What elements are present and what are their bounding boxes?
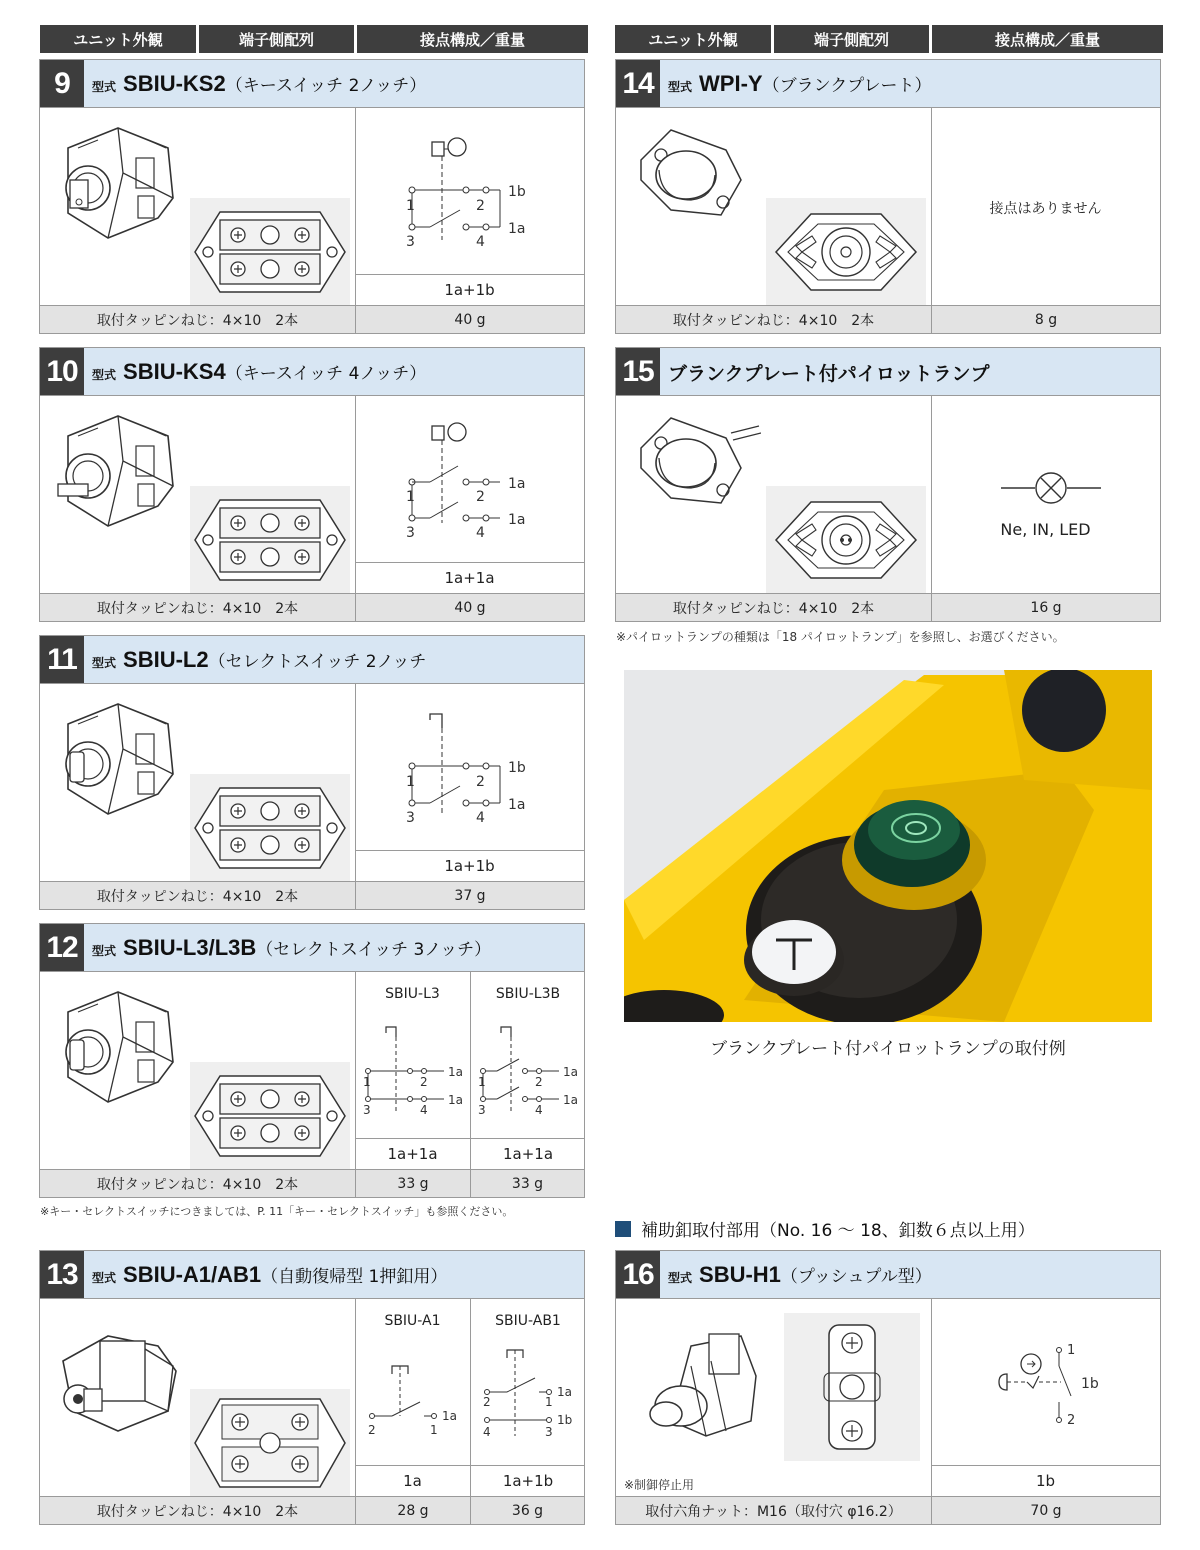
svg-text:3: 3	[406, 810, 415, 826]
header-contact: 接点構成／重量	[357, 25, 588, 53]
svg-text:1b: 1b	[508, 184, 526, 200]
svg-text:1a: 1a	[448, 1093, 463, 1107]
header-appearance: ユニット外観	[40, 25, 196, 53]
svg-text:1a: 1a	[442, 1409, 457, 1423]
unit-title-bar	[616, 348, 1160, 396]
unit-number: 13	[40, 1251, 84, 1298]
svg-text:4: 4	[535, 1103, 543, 1117]
unit-footer	[40, 1169, 584, 1197]
terminal-layout-image	[190, 774, 350, 882]
wiring-diagram	[390, 418, 590, 558]
unit-title: 型式 SBIU-KS4（キースイッチ 4ノッチ）	[92, 359, 427, 384]
terminal-layout-image	[190, 1062, 350, 1170]
svg-text:1a: 1a	[563, 1065, 578, 1079]
unit-appearance-image	[48, 1311, 193, 1441]
svg-text:1b: 1b	[508, 760, 526, 776]
svg-text:1: 1	[430, 1423, 438, 1437]
svg-text:4: 4	[483, 1425, 491, 1439]
header-contact: 接点構成／重量	[932, 25, 1163, 53]
contact-config: 1a+1b	[444, 857, 495, 875]
unit-weight: 16 g	[931, 594, 1160, 621]
unit-model: SBIU-KS2	[123, 71, 226, 96]
unit-weight-b: 36 g	[470, 1497, 584, 1524]
wiring-diagram	[390, 706, 590, 846]
svg-text:1a: 1a	[448, 1065, 463, 1079]
contact-config-a: 1a+1a	[387, 1145, 438, 1163]
unit-model: SBIU-A1/AB1	[123, 1262, 262, 1287]
unit-card-13	[39, 1250, 585, 1525]
mounting-screw: 取付タッピンねじ：4×10 2本	[672, 312, 875, 329]
unit-title-bar	[40, 636, 584, 684]
unit-number: 15	[616, 348, 660, 395]
svg-text:2: 2	[476, 774, 485, 790]
mounting-nut: 取付六角ナット：M16（取付穴 φ16.2）	[645, 1503, 902, 1520]
svg-text:2: 2	[420, 1075, 428, 1089]
svg-text:2: 2	[483, 1395, 491, 1409]
section-title: 補助釦取付部用（No. 16 ～ 18、釦数６点以上用）	[641, 1221, 1035, 1241]
contact-config-a: 1a	[403, 1472, 422, 1490]
svg-text:3: 3	[406, 525, 415, 541]
svg-text:1a: 1a	[563, 1093, 578, 1107]
contact-config-b: 1a+1b	[502, 1472, 554, 1490]
svg-text:1a: 1a	[557, 1385, 572, 1399]
unit-footer	[616, 305, 1160, 333]
unit-card-12	[39, 923, 585, 1198]
unit-title-bar	[40, 924, 584, 972]
mounting-screw: 取付タッピンねじ：4×10 2本	[96, 1503, 299, 1520]
unit-desc: （キースイッチ 2ノッチ）	[225, 76, 427, 96]
unit-model: SBIU-L2	[123, 647, 209, 672]
svg-text:1: 1	[545, 1395, 553, 1409]
terminal-layout-image	[190, 486, 350, 594]
unit-weight-a: 28 g	[355, 1497, 470, 1524]
svg-text:3: 3	[478, 1103, 486, 1117]
lamp-types: Ne, IN, LED	[1000, 520, 1091, 539]
unit-number: 16	[616, 1251, 660, 1298]
section-marker	[615, 1221, 631, 1237]
unit-appearance-image	[631, 120, 751, 230]
unit-weight: 37 g	[355, 882, 584, 909]
terminal-layout-image	[766, 198, 926, 306]
header-terminal: 端子側配列	[774, 25, 929, 53]
wiring-diagram	[390, 130, 590, 270]
unit-title: 型式 WPI-Y（ブランクプレート）	[668, 71, 932, 96]
wiring-diagram-b	[473, 1019, 585, 1129]
mounting-screw: 取付タッピンねじ：4×10 2本	[96, 888, 299, 905]
unit-number: 12	[40, 924, 84, 971]
unit-weight: 40 g	[355, 306, 584, 333]
unit-title-bar	[616, 60, 1160, 108]
unit-footer	[40, 305, 584, 333]
unit-weight: 70 g	[931, 1497, 1160, 1524]
unit-number: 14	[616, 60, 660, 107]
header-appearance: ユニット外観	[615, 25, 771, 53]
terminal-layout-image	[190, 1389, 350, 1497]
left-column-header	[40, 25, 588, 53]
unit-title-bar	[40, 60, 584, 108]
mounting-screw: 取付タッピンねじ：4×10 2本	[96, 312, 299, 329]
unit-desc: （キースイッチ 4ノッチ）	[225, 364, 427, 384]
unit-title: 型式 SBIU-KS2（キースイッチ 2ノッチ）	[92, 71, 427, 96]
unit-desc: （プッシュプル型）	[780, 1267, 932, 1287]
key-switch-note: ※キー・セレクトスイッチにつきましては、P. 11「キー・セレクトスイッチ」も参照ください。	[40, 1205, 514, 1218]
unit-model: WPI-Y	[699, 71, 763, 96]
mounting-screw: 取付タッピンねじ：4×10 2本	[96, 1176, 299, 1193]
unit-desc: （自動復帰型 1押釦用）	[261, 1267, 448, 1287]
unit-footer	[616, 1496, 1160, 1524]
svg-text:4: 4	[476, 234, 485, 250]
svg-text:1: 1	[406, 489, 415, 505]
unit-appearance-image	[48, 982, 188, 1112]
unit-appearance-image	[631, 1326, 771, 1446]
unit-model: SBU-H1	[699, 1262, 781, 1287]
unit-desc: （セレクトスイッチ 3ノッチ）	[256, 940, 492, 960]
variant-label-a: SBIU-L3	[385, 986, 440, 1002]
contact-config: 1a+1b	[444, 281, 495, 299]
mounting-screw: 取付タッピンねじ：4×10 2本	[96, 600, 299, 617]
unit-footer	[40, 1496, 584, 1524]
contact-config-b: 1a+1a	[502, 1145, 554, 1163]
svg-text:4: 4	[420, 1103, 428, 1117]
unit-title: 型式 SBIU-A1/AB1（自動復帰型 1押釦用）	[92, 1262, 448, 1287]
photo-caption: ブランクプレート付パイロットランプの取付例	[710, 1039, 1066, 1059]
right-column-header	[615, 25, 1163, 53]
terminal-layout-image	[784, 1313, 920, 1461]
svg-text:3: 3	[545, 1425, 553, 1439]
unit-weight: 8 g	[931, 306, 1160, 333]
terminal-layout-image	[766, 486, 926, 594]
svg-text:4: 4	[476, 525, 485, 541]
wiring-diagram-b	[473, 1346, 585, 1456]
svg-text:3: 3	[363, 1103, 371, 1117]
no-contact-text: 接点はありません	[989, 201, 1102, 217]
unit-title-bar	[616, 1251, 1160, 1299]
unit-desc: （セレクトスイッチ 2ノッチ	[208, 652, 427, 672]
svg-text:4: 4	[476, 810, 485, 826]
mounting-example-photo	[624, 670, 1152, 1022]
svg-text:1: 1	[1067, 1343, 1076, 1358]
unit-weight-b: 33 g	[470, 1170, 584, 1197]
svg-text:1a: 1a	[508, 797, 526, 813]
wiring-diagram-a	[358, 1346, 470, 1456]
unit-card-14	[615, 59, 1161, 334]
svg-text:1a: 1a	[508, 221, 526, 237]
svg-text:1a: 1a	[508, 476, 526, 492]
unit-title: 型式 SBIU-L2（セレクトスイッチ 2ノッチ	[92, 647, 427, 672]
lamp-symbol	[1001, 463, 1101, 513]
svg-text:1: 1	[478, 1075, 486, 1089]
svg-text:2: 2	[476, 198, 485, 214]
unit-card-9	[39, 59, 585, 334]
unit-footer	[40, 881, 584, 909]
contact-config: 1b	[1035, 1472, 1056, 1490]
mounting-screw: 取付タッピンねじ：4×10 2本	[672, 600, 875, 617]
unit-model: SBIU-KS4	[123, 359, 226, 384]
unit-appearance-image	[631, 408, 761, 518]
unit-desc: （ブランクプレート）	[762, 76, 932, 96]
unit-footer	[40, 593, 584, 621]
unit-card-10	[39, 347, 585, 622]
unit-appearance-image	[48, 118, 188, 248]
svg-text:2: 2	[535, 1075, 543, 1089]
unit-number: 11	[40, 636, 84, 683]
svg-text:1a: 1a	[508, 512, 526, 528]
unit-footer	[616, 593, 1160, 621]
svg-text:1: 1	[363, 1075, 371, 1089]
svg-text:1: 1	[406, 774, 415, 790]
terminal-layout-image	[190, 198, 350, 306]
svg-text:2: 2	[476, 489, 485, 505]
contact-config: 1a+1a	[444, 569, 495, 587]
variant-label-a: SBIU-A1	[384, 1313, 441, 1329]
svg-text:2: 2	[1067, 1413, 1076, 1428]
variant-label-b: SBIU-AB1	[495, 1313, 561, 1329]
svg-text:1b: 1b	[1081, 1376, 1099, 1392]
unit-title-bar	[40, 1251, 584, 1299]
unit-title: ブランクプレート付パイロットランプ	[668, 363, 990, 385]
unit-number: 10	[40, 348, 84, 395]
header-terminal: 端子側配列	[199, 25, 354, 53]
unit-number: 9	[40, 60, 84, 107]
stop-note: ※制御停止用	[624, 1478, 695, 1492]
svg-text:1: 1	[406, 198, 415, 214]
svg-text:1b: 1b	[557, 1413, 573, 1427]
wiring-diagram	[991, 1336, 1121, 1436]
unit-title: 型式 SBIU-L3/L3B（セレクトスイッチ 3ノッチ）	[92, 935, 492, 960]
unit-model: SBIU-L3/L3B	[123, 935, 257, 960]
variant-label-b: SBIU-L3B	[495, 986, 561, 1002]
unit-title-bar	[40, 348, 584, 396]
unit-card-11	[39, 635, 585, 910]
svg-text:3: 3	[406, 234, 415, 250]
unit-weight-a: 33 g	[355, 1170, 470, 1197]
unit-appearance-image	[48, 406, 188, 536]
pilot-lamp-note: ※パイロットランプの種類は「18 パイロットランプ」を参照し、お選びください。	[616, 630, 1065, 644]
unit-weight: 40 g	[355, 594, 584, 621]
wiring-diagram-a	[358, 1019, 470, 1129]
unit-card-15	[615, 347, 1161, 622]
unit-card-16	[615, 1250, 1161, 1525]
unit-title: 型式 SBU-H1（プッシュプル型）	[668, 1262, 932, 1287]
unit-appearance-image	[48, 694, 188, 824]
svg-text:2: 2	[368, 1423, 376, 1437]
